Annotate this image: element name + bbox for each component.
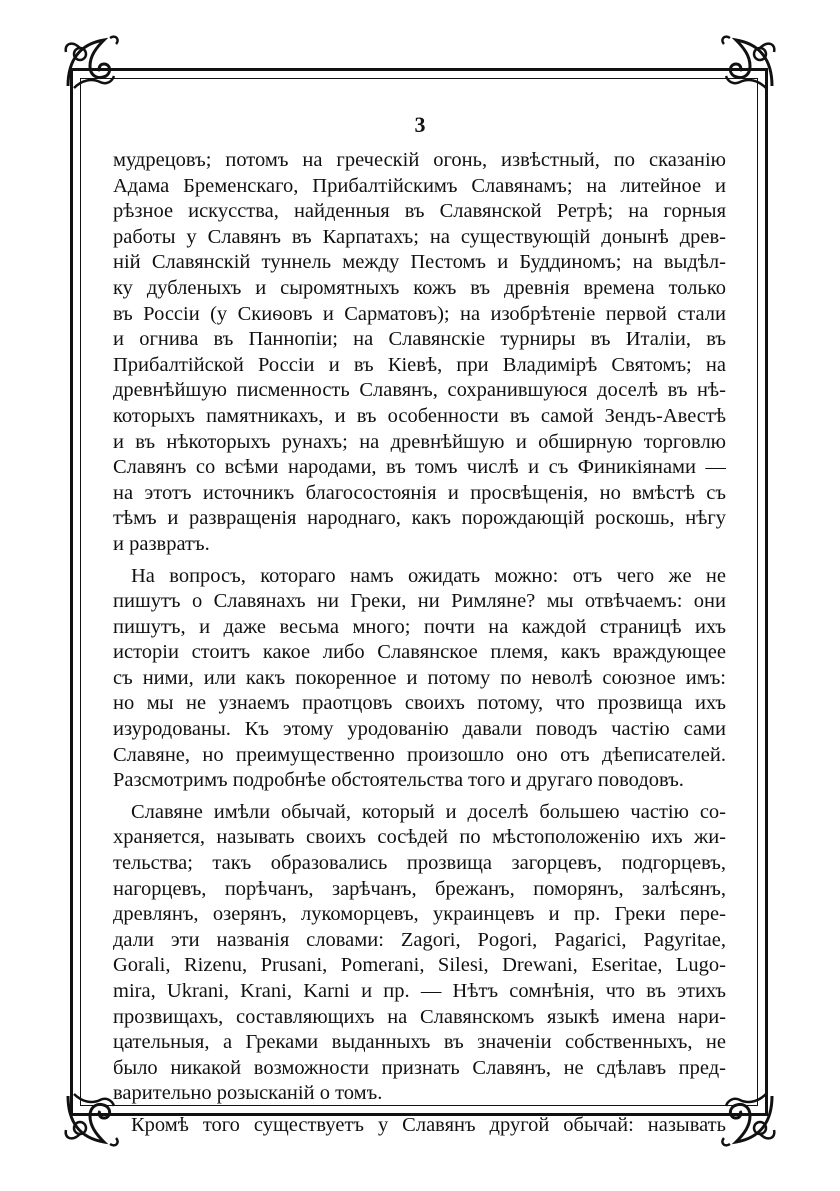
text-line: mira, Ukrani, Krani, Karni и пр. — Нѣтъ сомнѣнія, что въ этихъ [113, 980, 726, 1002]
text-line: работы у Славянъ въ Карпатахъ; на существующій донынѣ древ- [113, 225, 726, 248]
paragraph-first-line: Славяне имѣли обычай, который и доселѣ большею частію со- [131, 800, 726, 823]
text-line: на этотъ источникъ благосостоянія и просвѣщенія, но вмѣстѣ съ [113, 481, 726, 504]
text-line: но мы не узнаемъ праотцовъ своихъ потому, что прозвища ихъ [113, 692, 726, 715]
text-line: варительно розысканій о томъ. [113, 1082, 383, 1105]
text-line: Gorali, Rizenu, Prusani, Pomerani, Silesi, Drewani, Eseritae, Lugo- [113, 954, 726, 977]
text-line: цательныя, а Греками выданныхъ въ значеніи собственныхъ, не [113, 1031, 726, 1054]
page-number: 3 [414, 112, 426, 137]
text-line: тѣмъ и развращенія народнаго, какъ порождающій роскошь, нѣгу [113, 507, 726, 530]
text-line: которыхъ памятникахъ, и въ особенности въ самой Зендъ-Авестѣ [113, 404, 726, 427]
text-line: пишутъ о Славянахъ ни Греки, ни Римляне? мы отвѣчаемъ: они [113, 590, 726, 613]
text-line: и огнива въ Паннопіи; на Славянскіе турниры въ Италіи, въ [113, 328, 726, 351]
corner-ornament-icon [60, 30, 124, 94]
text-line: и развратъ. [113, 532, 210, 555]
text-line: Славяне, но преимущественно произошло оно отъ дѣеписателей. [113, 743, 726, 766]
text-line: древлянъ, озерянъ, лукоморцевъ, украинцевъ и пр. Греки пере- [113, 903, 726, 926]
text-line: Разсмотримъ подробнѣе обстоятельства того и другаго поводовъ. [113, 769, 684, 792]
text-line: съ ними, или какъ покоренное и потому по неволѣ союзное имъ: [113, 666, 726, 689]
paragraph-first-line: На вопросъ, котораго намъ ожидать можно: отъ чего же не [131, 564, 726, 587]
text-line: было никакой возможности признать Славянъ, не сдѣлавъ пред- [113, 1056, 726, 1079]
text-line: храняется, называть своихъ сосѣдей по мѣстоположенію ихъ жи- [113, 826, 726, 849]
text-line: исторіи стоитъ какое либо Славянское племя, какъ враждующее [113, 641, 726, 664]
paragraph-first-line: мудрецовъ; потомъ на греческій огонь, извѣстный, по сказанію [113, 149, 726, 171]
text-line: ній Славянскій туннель между Пестомъ и Буддиномъ; на выдѣл- [113, 251, 726, 274]
text-line: нагорцевъ, порѣчанъ, зарѣчанъ, брежанъ, поморянъ, залѣсянъ, [113, 877, 726, 900]
body-text [113, 148, 726, 1139]
text-line: ку дубленыхъ и сыромятныхъ кожъ въ древнія времена только [113, 276, 726, 299]
text-line: рѣзное искусства, найденныя въ Славянской Ретрѣ; на горныя [113, 200, 726, 223]
paragraph-first-line: Кромѣ того существуетъ у Славянъ другой обычай: называть [131, 1113, 726, 1136]
text-line: Адама Бременскаго, Прибалтійскимъ Славянамъ; на литейное и [113, 174, 726, 197]
corner-ornament-icon [716, 30, 780, 94]
text-line: прозвищахъ, составляющихъ на Славянскомъ языкѣ имена нари- [113, 1005, 726, 1028]
text-line: Прибалтійской Россіи и въ Кіевѣ, при Владимірѣ Святомъ; на [113, 353, 726, 376]
text-line: пишутъ, и даже весьма много; почти на каждой страницѣ ихъ [113, 615, 726, 638]
text-line: тельства; такъ образовались прозвища загорцевъ, подгорцевъ, [113, 852, 726, 875]
text-line: Славянъ со всѣми народами, въ томъ числѣ и съ Финикіянами — [113, 456, 726, 479]
text-line: дали эти названія словами: Zagori, Pogori, Pagarici, Pagyritae, [113, 928, 726, 951]
text-line: изуродованы. Къ этому уродованію давали поводъ частію сами [113, 718, 726, 741]
text-line: и въ нѣкоторыхъ рунахъ; на древнѣйшую и обширную торговлю [113, 430, 726, 453]
text-line: древнѣйшую писменность Славянъ, сохранившуюся доселѣ въ нѣ- [113, 379, 726, 402]
text-line: въ Россіи (у Скиѳовъ и Сарматовъ); на изобрѣтеніе первой стали [113, 302, 726, 325]
